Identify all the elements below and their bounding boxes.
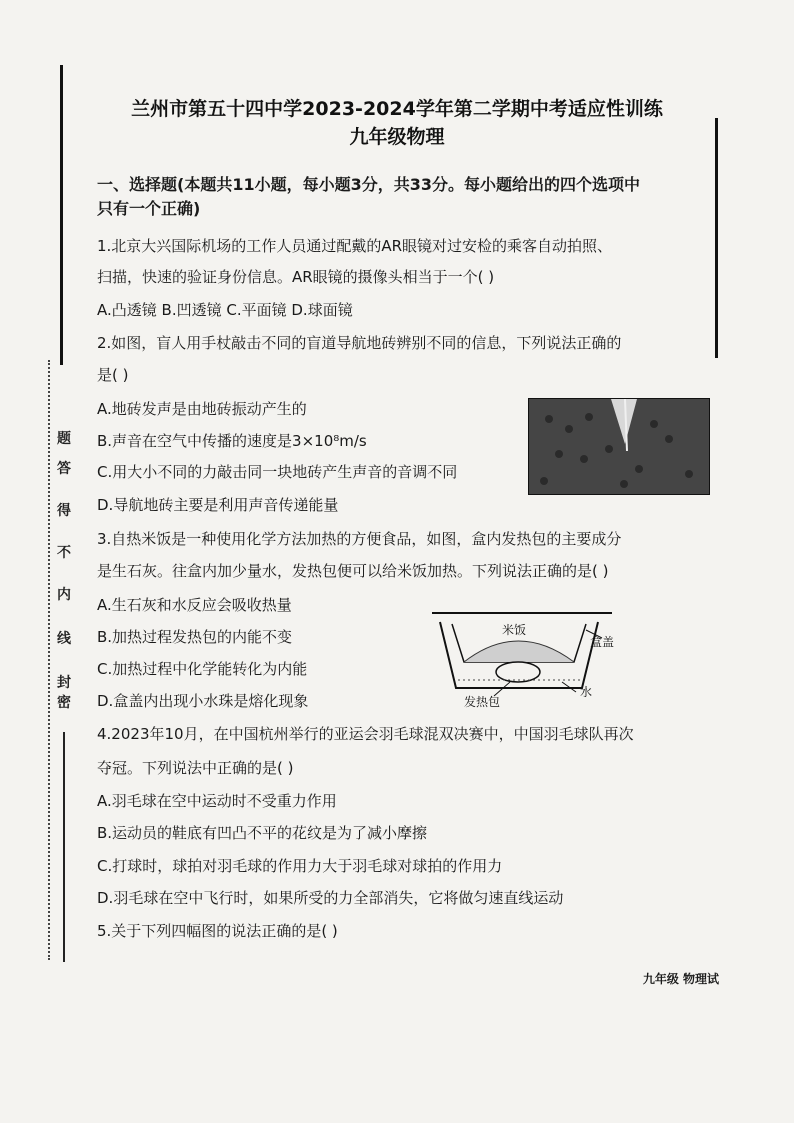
label-lid: 盒盖 xyxy=(590,635,615,649)
q4-stem-line1: 4.2023年10月，在中国杭州举行的亚运会羽毛球混双决赛中，中国羽毛球队再次 xyxy=(97,725,634,743)
section-heading-line2: 只有一个正确) xyxy=(97,199,201,218)
q2-stem-line1: 2.如图，盲人用手杖敲击不同的盲道导航地砖辨别不同的信息，下列说法正确的 xyxy=(97,334,622,352)
q3-option-b: B.加热过程发热包的内能不变 xyxy=(97,628,293,646)
q2-option-a: A.地砖发声是由地砖振动产生的 xyxy=(97,400,307,418)
exam-title: 兰州市第五十四中学2023-2024学年第二学期中考适应性训练 xyxy=(131,98,663,120)
page-footer: 九年级 物理试 xyxy=(642,972,719,986)
q3-option-d: D.盒盖内出现小水珠是熔化现象 xyxy=(97,692,309,710)
q3-option-c: C.加热过程中化学能转化为内能 xyxy=(97,660,308,678)
label-water: 水 xyxy=(580,685,593,699)
q3-option-a: A.生石灰和水反应会吸收热量 xyxy=(97,596,292,614)
q4-option-b: B.运动员的鞋底有凹凸不平的花纹是为了减小摩擦 xyxy=(97,824,428,842)
q2-option-b: B.声音在空气中传播的速度是3×10⁸m/s xyxy=(97,432,367,450)
q5-stem-line1: 5.关于下列四幅图的说法正确的是( ) xyxy=(97,922,338,940)
label-rice: 米饭 xyxy=(502,623,527,637)
binding-char: 线 xyxy=(57,631,71,647)
q4-option-d: D.羽毛球在空中飞行时，如果所受的力全部消失，它将做匀速直线运动 xyxy=(97,889,564,907)
binding-dotted-line xyxy=(48,360,50,960)
exam-subtitle: 九年级物理 xyxy=(349,126,445,148)
binding-char: 密 xyxy=(57,695,71,711)
binding-char: 题 xyxy=(57,431,71,447)
left-margin-rule-lower xyxy=(63,732,65,962)
self-heating-rice-diagram xyxy=(432,610,622,714)
label-heating-pack: 发热包 xyxy=(464,695,501,709)
section-heading-line1: 一、选择题(本题共11小题，每小题3分，共33分。每小题给出的四个选项中 xyxy=(97,175,640,194)
binding-char: 内 xyxy=(57,587,71,603)
binding-char: 封 xyxy=(57,675,71,691)
q1-stem-line1: 1.北京大兴国际机场的工作人员通过配戴的AR眼镜对过安检的乘客自动拍照、 xyxy=(97,237,612,255)
q2-option-d: D.导航地砖主要是利用声音传递能量 xyxy=(97,496,339,514)
binding-char: 答 xyxy=(57,461,71,477)
tactile-paving-photo xyxy=(528,398,710,495)
q4-option-c: C.打球时，球拍对羽毛球的作用力大于羽毛球对球拍的作用力 xyxy=(97,857,503,875)
q1-options: A.凸透镜 B.凹透镜 C.平面镜 D.球面镜 xyxy=(97,301,353,319)
q1-stem-line2: 扫描，快速的验证身份信息。AR眼镜的摄像头相当于一个( ) xyxy=(97,268,495,286)
q3-stem-line2: 是生石灰。往盒内加少量水，发热包便可以给米饭加热。下列说法正确的是( ) xyxy=(97,562,609,580)
right-margin-rule xyxy=(715,118,718,358)
binding-char: 不 xyxy=(57,545,71,561)
binding-char: 得 xyxy=(57,503,71,519)
q3-stem-line1: 3.自热米饭是一种使用化学方法加热的方便食品，如图，盒内发热包的主要成分 xyxy=(97,530,622,548)
q2-stem-line2: 是( ) xyxy=(97,366,129,384)
q4-stem-line2: 夺冠。下列说法中正确的是( ) xyxy=(97,759,294,777)
q4-option-a: A.羽毛球在空中运动时不受重力作用 xyxy=(97,792,337,810)
q2-option-c: C.用大小不同的力敲击同一块地砖产生声音的音调不同 xyxy=(97,463,458,481)
